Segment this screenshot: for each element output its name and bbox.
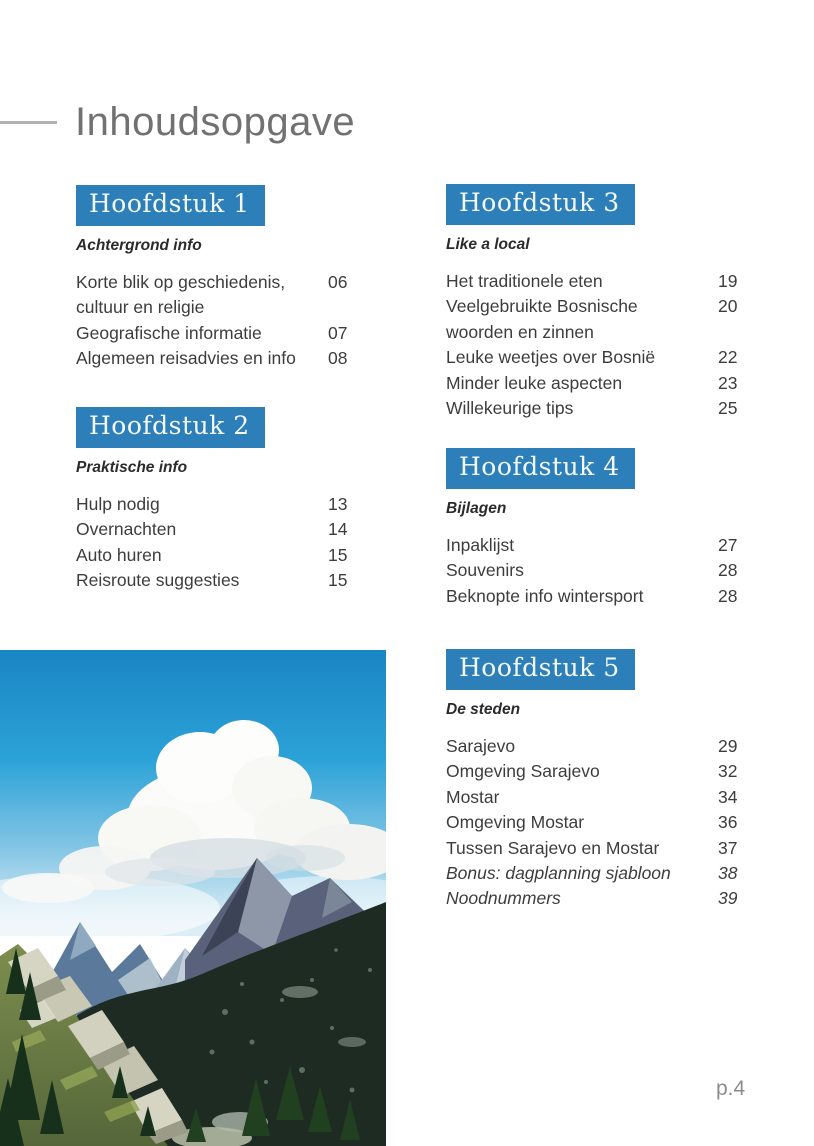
- toc-entry-page: 37: [718, 837, 738, 858]
- toc-entry-page: 08: [328, 348, 348, 369]
- toc-entry: [446, 836, 742, 861]
- chapter-3-block: [446, 184, 742, 421]
- toc-entry-page: 20: [718, 296, 738, 317]
- toc-entry-page: 22: [718, 347, 738, 368]
- toc-entry: [446, 785, 742, 810]
- chapter-1-badge: Hoofdstuk 1: [76, 185, 265, 226]
- toc-entry-page: 07: [328, 322, 348, 343]
- toc-entry-page: 13: [328, 494, 348, 514]
- toc-entry: [446, 886, 742, 911]
- toc-entry-page: 32: [718, 761, 738, 782]
- mountain-photo: [0, 650, 386, 1146]
- toc-entry-label: Reisroute suggesties: [76, 570, 240, 591]
- toc-entry-label: Algemeen reisadvies en info: [76, 348, 296, 369]
- toc-entry: [76, 321, 352, 346]
- toc-entry-label: Overnachten: [76, 519, 177, 540]
- chapter-1-subtitle: Achtergrond info: [76, 237, 202, 254]
- toc-entry-label: Willekeurige tips: [446, 398, 574, 419]
- toc-entry-page: 28: [718, 560, 738, 581]
- toc-entry-label: Geografische informatie: [76, 322, 262, 343]
- toc-entry-page: 15: [328, 544, 348, 565]
- chapter-5-block: [446, 649, 742, 912]
- toc-entry: [76, 492, 352, 517]
- chapter-3-subtitle: Like a local: [446, 236, 530, 253]
- toc-entry: [446, 345, 742, 370]
- toc-entry-label: Auto huren: [76, 544, 162, 565]
- toc-entry: [446, 584, 742, 609]
- chapter-5-badge: Hoofdstuk 5: [446, 649, 635, 690]
- toc-entry-label: Veelgebruikte Bosnische woorden en zinnen: [446, 296, 638, 342]
- toc-entry-label: Korte blik op geschiedenis, cultuur en religie: [76, 272, 286, 318]
- toc-entry-page: 25: [718, 398, 738, 419]
- toc-entry: [76, 568, 352, 593]
- chapter-2-subtitle: Praktische info: [76, 459, 188, 476]
- toc-entry-page: 19: [718, 271, 738, 291]
- chapter-4-block: [446, 448, 742, 609]
- toc-entry-page: 36: [718, 812, 738, 833]
- toc-entry: [446, 294, 742, 345]
- page-title: Inhoudsopgave: [75, 100, 356, 144]
- toc-entry-page: 38: [718, 863, 738, 884]
- toc-entry: [76, 543, 352, 568]
- toc-entry-label: Inpaklijst: [446, 535, 515, 555]
- toc-entry-label: Omgeving Sarajevo: [446, 761, 600, 782]
- title-divider-line: [0, 121, 57, 124]
- toc-entry-page: 15: [328, 570, 348, 591]
- toc-entry-label: Omgeving Mostar: [446, 812, 585, 833]
- chapter-1-entries: [76, 270, 352, 372]
- toc-entry: [446, 371, 742, 396]
- toc-entry: [76, 270, 352, 321]
- chapter-2-block: [76, 407, 352, 594]
- toc-entry: [76, 517, 352, 542]
- toc-entry-label: Minder leuke aspecten: [446, 372, 623, 393]
- chapter-2-badge: Hoofdstuk 2: [76, 407, 265, 448]
- chapter-4-entries: [446, 533, 742, 609]
- toc-entry: [446, 734, 742, 759]
- toc-entry-label: Souvenirs: [446, 560, 524, 581]
- page-number: p.4: [716, 1077, 746, 1100]
- toc-entry-label: Hulp nodig: [76, 494, 160, 514]
- toc-entry: [446, 759, 742, 784]
- toc-entry-page: 28: [718, 585, 738, 606]
- toc-entry-label: Beknopte info wintersport: [446, 585, 644, 606]
- toc-entry-page: 34: [718, 786, 738, 807]
- chapter-2-entries: [76, 492, 352, 594]
- chapter-3-entries: [446, 269, 742, 421]
- toc-entry-label: Tussen Sarajevo en Mostar: [446, 837, 660, 858]
- toc-entry-label: Noodnummers: [446, 888, 561, 909]
- toc-entry-label: Mostar: [446, 786, 500, 807]
- toc-entry-label: Leuke weetjes over Bosnië: [446, 347, 656, 368]
- chapter-3-badge: Hoofdstuk 3: [446, 184, 635, 225]
- toc-entry-page: 14: [328, 519, 348, 540]
- toc-entry: [446, 396, 742, 421]
- toc-entry-page: 39: [718, 888, 738, 909]
- toc-entry: [76, 346, 352, 371]
- chapter-5-subtitle: De steden: [446, 701, 521, 718]
- chapter-5-entries: [446, 734, 742, 912]
- chapter-4-subtitle: Bijlagen: [446, 500, 507, 517]
- toc-entry-page: 23: [718, 372, 738, 393]
- chapter-1-block: [76, 185, 352, 372]
- toc-entry: [446, 269, 742, 294]
- toc-entry-page: 29: [718, 736, 738, 756]
- toc-entry-page: 06: [328, 272, 348, 292]
- toc-entry: [446, 810, 742, 835]
- toc-entry: [446, 861, 742, 886]
- chapter-4-badge: Hoofdstuk 4: [446, 448, 635, 489]
- toc-entry: [446, 533, 742, 558]
- toc-entry-label: Sarajevo: [446, 736, 516, 756]
- toc-entry-label: Het traditionele eten: [446, 271, 603, 291]
- toc-entry-label: Bonus: dagplanning sjabloon: [446, 863, 671, 884]
- toc-entry: [446, 558, 742, 583]
- toc-entry-page: 27: [718, 535, 738, 555]
